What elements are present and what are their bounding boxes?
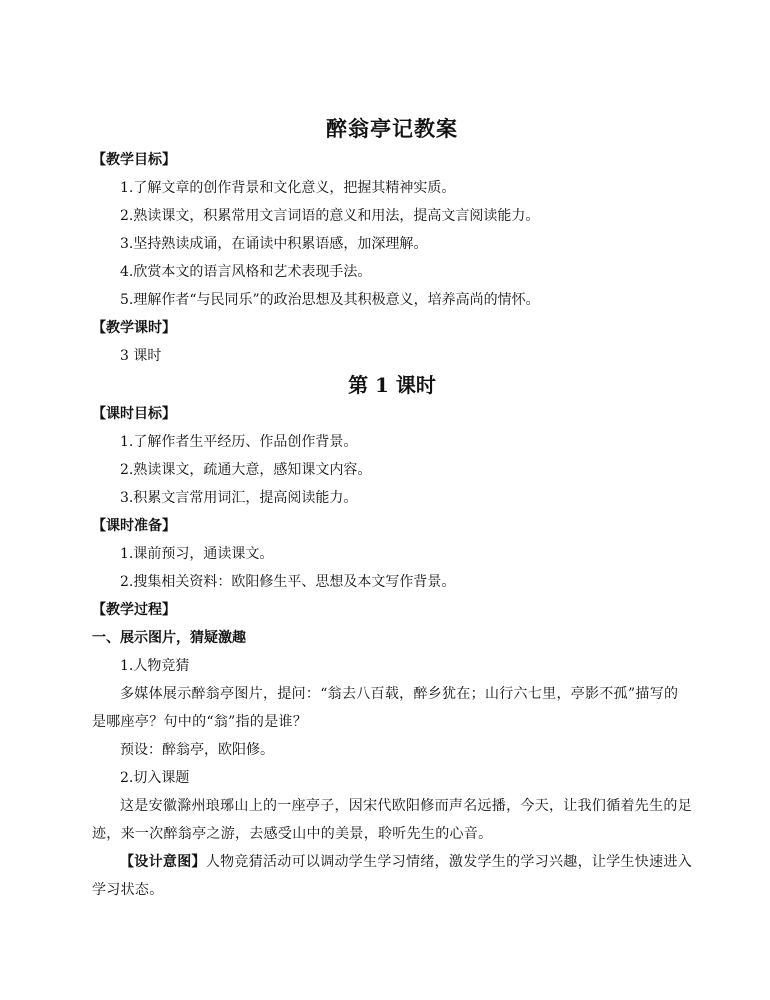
lesson-goal-item: 3.积累文言常用词汇，提高阅读能力。 bbox=[120, 490, 358, 506]
sub1-heading: 1.人物竞猜 bbox=[120, 658, 190, 674]
goal-item: 1.了解文章的创作背景和文化意义，把握其精神实质。 bbox=[120, 180, 456, 196]
section1-heading: 一、展示图片，猜疑激趣 bbox=[92, 630, 246, 646]
lesson-goals-heading: 【课时目标】 bbox=[92, 406, 176, 422]
goal-item: 4.欣赏本文的语言风格和艺术表现手法。 bbox=[120, 264, 372, 280]
document-body bbox=[92, 114, 692, 904]
lesson-goal-item: 2.熟读课文，疏通大意，感知课文内容。 bbox=[120, 462, 372, 478]
goal-item: 3.坚持熟读成诵，在诵读中积累语感，加深理解。 bbox=[120, 236, 428, 252]
design-intent-paragraph bbox=[92, 848, 692, 904]
lesson-goal-item: 1.了解作者生平经历、作品创作背景。 bbox=[120, 434, 358, 450]
hours-heading: 【教学课时】 bbox=[92, 320, 176, 336]
goal-item: 5.理解作者“与民同乐”的政治思想及其积极意义，培养高尚的情怀。 bbox=[120, 292, 540, 308]
goals-heading: 【教学目标】 bbox=[92, 152, 176, 168]
prep-item: 2.搜集相关资料：欧阳修生平、思想及本文写作背景。 bbox=[120, 574, 456, 590]
prep-item: 1.课前预习，通读课文。 bbox=[120, 546, 274, 562]
sub1-preset: 预设：醉翁亭，欧阳修。 bbox=[120, 742, 274, 758]
design-intent-tag: 【设计意图】 bbox=[120, 854, 206, 870]
prep-heading: 【课时准备】 bbox=[92, 518, 176, 534]
process-heading: 【教学过程】 bbox=[92, 602, 176, 618]
hours-value: 3 课时 bbox=[120, 348, 162, 364]
document-title: 醉翁亭记教案 bbox=[326, 116, 458, 141]
design-intent-text: 人物竞猜活动可以调动学生学习情绪，激发学生的学习兴趣，让学生快速进入学习状态。 bbox=[92, 854, 693, 898]
sub2-heading: 2.切入课题 bbox=[120, 770, 190, 786]
goal-item: 2.熟读课文，积累常用文言词语的意义和用法，提高文言阅读能力。 bbox=[120, 208, 540, 224]
lesson1-title: 第 1 课时 bbox=[348, 373, 436, 397]
sub2-paragraph: 这是安徽滁州琅琊山上的一座亭子，因宋代欧阳修而声名远播，今天，让我们循着先生的足迹，来一次醉翁亭之游，去感受山中的美景，聆听先生的心音。 bbox=[92, 798, 692, 842]
sub1-paragraph: 多媒体展示醉翁亭图片，提问：“翁去八百载，醉乡犹在；山行六七里，亭影不孤”描写的是哪座亭？句中的“翁”指的是谁？ bbox=[92, 686, 679, 730]
